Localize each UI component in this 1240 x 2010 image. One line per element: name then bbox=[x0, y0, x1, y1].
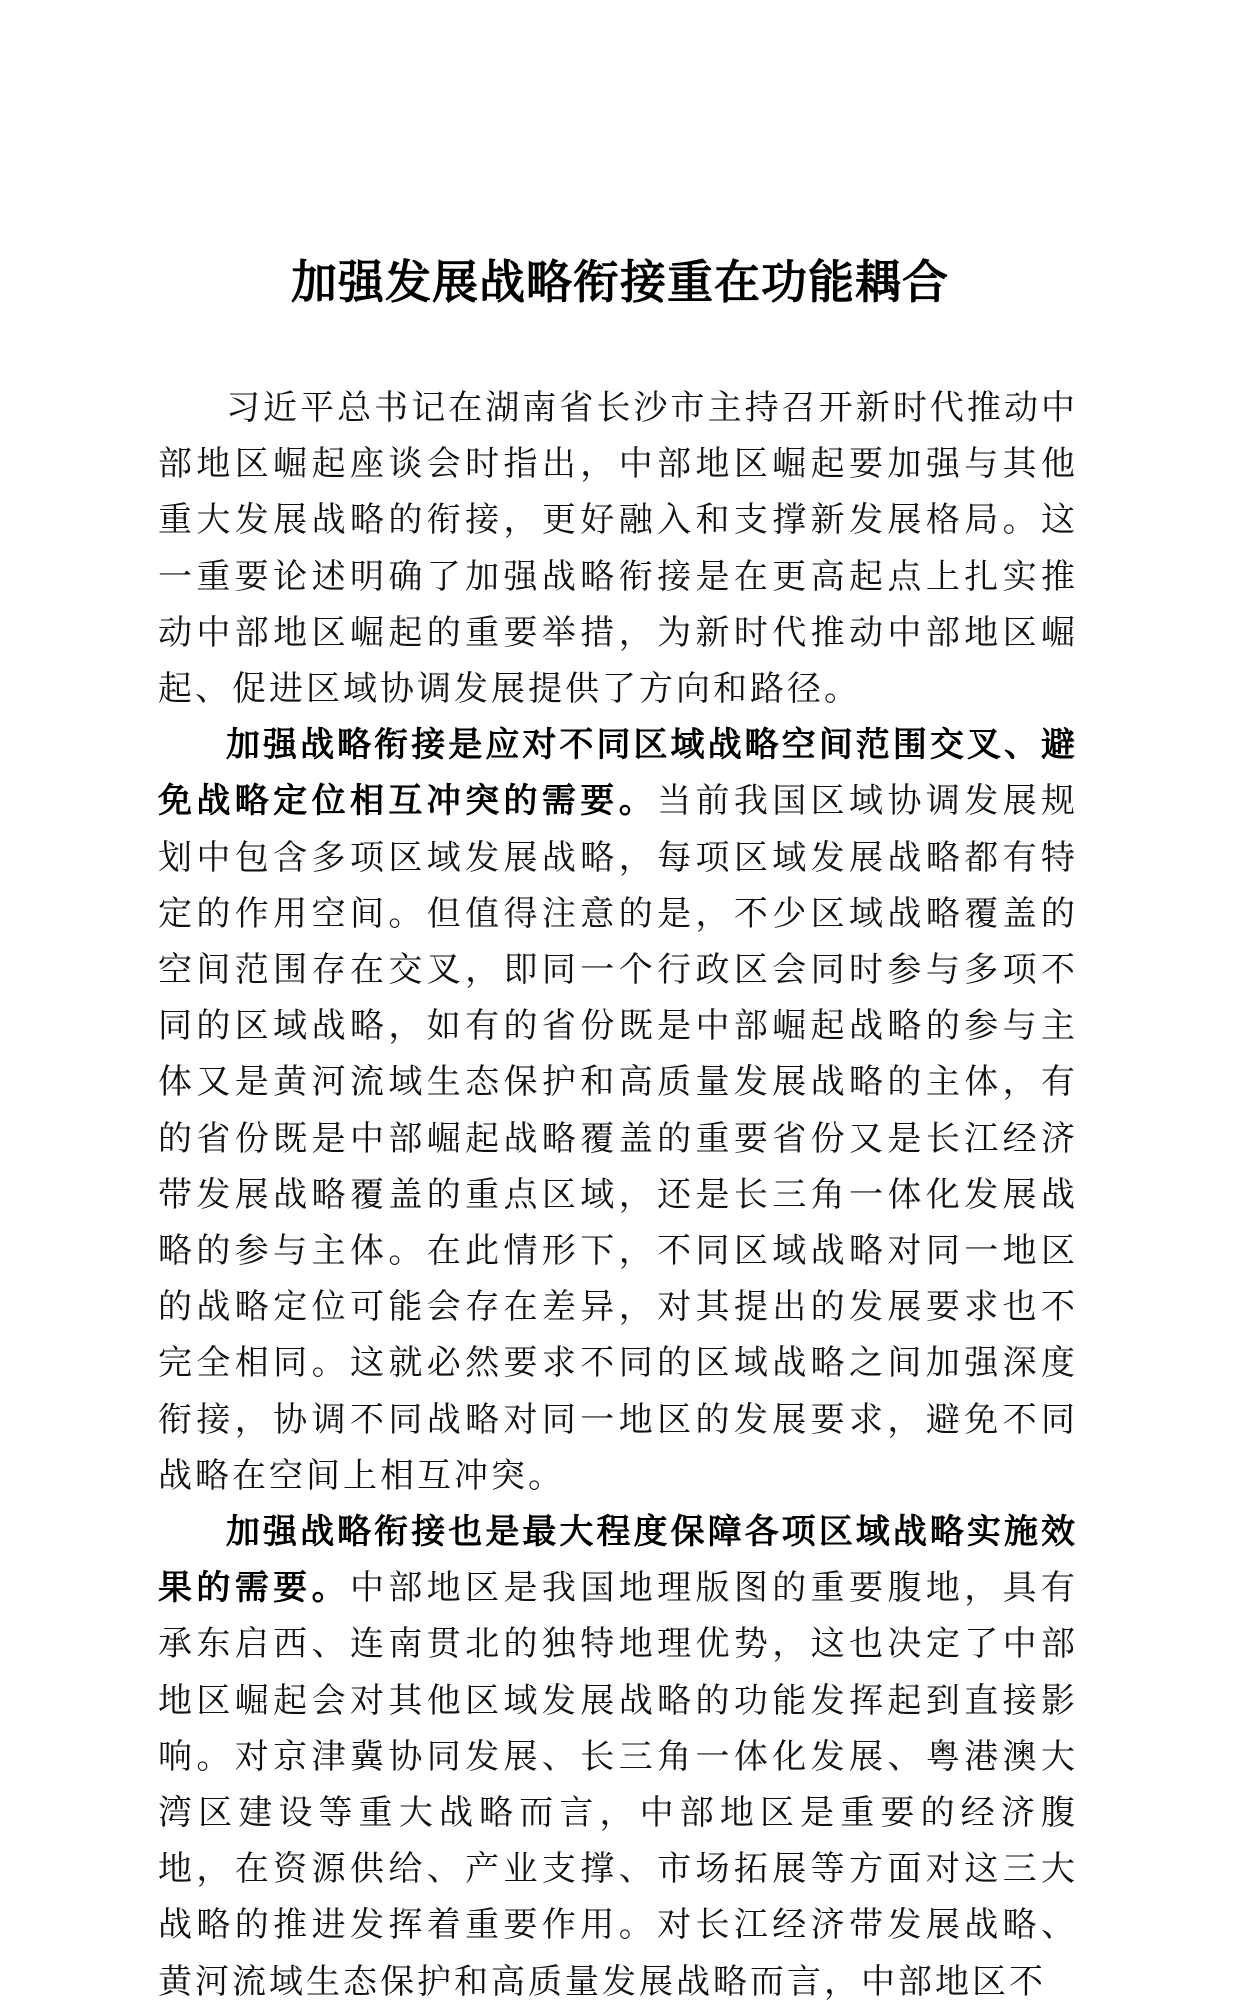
paragraph-1 bbox=[158, 380, 1078, 717]
paragraph-3 bbox=[158, 1504, 1078, 2010]
paragraph-2-lead: 加强战略衔接是应对不同区域战略空间范围交叉、避免战略定位相互冲突的需要。 bbox=[158, 725, 1078, 822]
paragraph-3-lead: 加强战略衔接也是最大程度保障各项区域战略实施效果的需要。 bbox=[158, 1512, 1078, 1609]
paragraph-2 bbox=[158, 717, 1078, 1504]
paragraph-1-text: 习近平总书记在湖南省长沙市主持召开新时代推动中部地区崛起座谈会时指出，中部地区崛起要加强与其他重大发展战略的衔接，更好融入和支撑新发展格局。这一重要论述明确了加强战略衔接是在更高起点上扎实推动中部地区崛起的重要举措，为新时代推动中部地区崛起、促进区域协调发展提供了方向和路径。 bbox=[158, 388, 1078, 710]
document-title: 加强发展战略衔接重在功能耦合 bbox=[291, 255, 949, 309]
document-body bbox=[158, 380, 1078, 2010]
paragraph-3-text: 中部地区是我国地理版图的重要腹地，具有承东启西、连南贯北的独特地理优势，这也决定了中部地区崛起会对其他区域发展战略的功能发挥起到直接影响。对京津冀协同发展、长三角一体化发展、粤港澳大湾区建设等重大战略而言，中部地区是重要的经济腹地，在资源供给、产业支撑、市场拓展等方面对这三大战略的推进发挥着重要作用。对长江经济带发展战略、黄河流域生态保护和高质量发展战略而言，中部地区不 bbox=[158, 1568, 1079, 2002]
paragraph-2-text: 当前我国区域协调发展规划中包含多项区域发展战略，每项区域发展战略都有特定的作用空间。但值得注意的是，不少区域战略覆盖的空间范围存在交叉，即同一个行政区会同时参与多项不同的区域战略，如有的省份既是中部崛起战略的参与主体又是黄河流域生态保护和高质量发展战略的主体，有的省份既是中部崛起战略覆盖的重要省份又是长江经济带发展战略覆盖的重点区域，还是长三角一体化发展战略的参与主体。在此情形下，不同区域战略对同一地区的战略定位可能会存在差异，对其提出的发展要求也不完全相同。这就必然要求不同的区域战略之间加强深度衔接，协调不同战略对同一地区的发展要求，避免不同战略在空间上相互冲突。 bbox=[158, 781, 1079, 1496]
